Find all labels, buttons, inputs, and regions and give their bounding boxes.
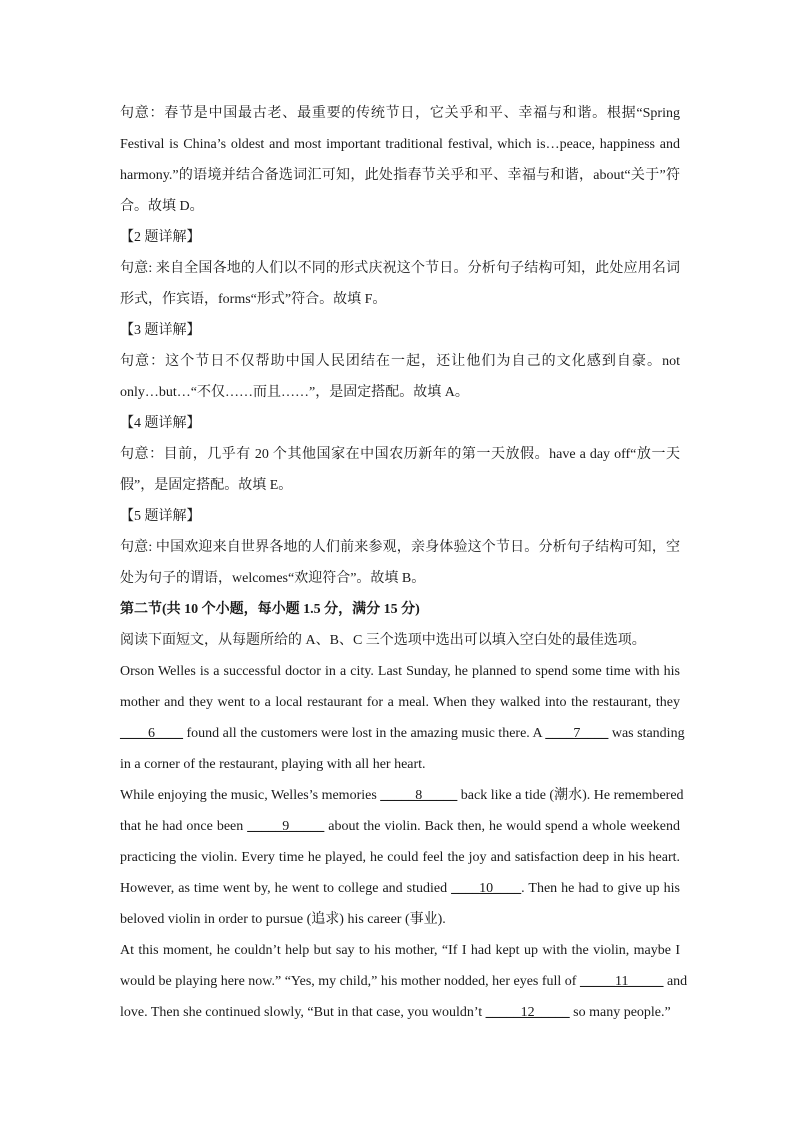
explanation-line: 句意: 中国欢迎来自世界各地的人们前来参观，亲身体验这个节日。分析句子结构可知，空 (120, 540, 680, 555)
passage-text: . Then he had to give up his (521, 881, 680, 896)
passage-text: found all the customers were lost in the amazing music there. A (183, 726, 546, 741)
passage-line (120, 780, 684, 811)
explanation-line: 句意：春节是中国最古老、最重要的传统节日，它关乎和平、幸福与和谐。根据“Spring (120, 106, 680, 121)
passage-text: back like a tide (潮水). He remembered (457, 788, 684, 803)
answer-blank: _____11_____ (579, 974, 664, 989)
passage-text: was standing (608, 726, 685, 741)
answer-blank: _____12_____ (485, 1005, 570, 1020)
passage-text: love. Then she continued slowly, “But in that case, you wouldn’t (120, 1005, 486, 1020)
passage-text: about the violin. Back then, he would spend a whole weekend (324, 819, 680, 834)
explanation-line: harmony.”的语境并结合备选词汇可知，此处指春节关乎和平、幸福与和谐，about“关于”符 (120, 168, 680, 183)
passage-text: and (663, 974, 688, 989)
explanation-line: 【2 题详解】 (120, 230, 201, 245)
explanation-line: 句意：这个节日不仅帮助中国人民团结在一起，还让他们为自己的文化感到自豪。not (120, 354, 680, 369)
explanation-line: only…but…“不仅……而且……”，是固定搭配。故填 A。 (120, 385, 469, 400)
passage-line (120, 966, 688, 997)
passage-text: so many people.” (569, 1005, 671, 1020)
instruction-text: 阅读下面短文，从每题所给的 A、B、C 三个选项中选出可以填入空白处的最佳选项。 (120, 633, 646, 648)
passage-line (120, 842, 680, 873)
explanation-line: Festival is China’s oldest and most important traditional festival, which is…peace, happiness and (120, 137, 680, 152)
passage-text: practicing the violin. Every time he played, he could feel the joy and satisfaction deep in his heart. (120, 850, 680, 865)
answer-blank: ____7____ (545, 726, 609, 741)
explanation-line: 【4 题详解】 (120, 416, 201, 431)
passage-line (120, 904, 680, 935)
explanation-line: 句意：目前，几乎有 20 个其他国家在中国农历新年的第一天放假。have a day off“放一天 (120, 447, 680, 462)
explanation-line: 处为句子的谓语，welcomes“欢迎符合”。故填 B。 (120, 571, 426, 586)
explanation-line: 假”，是固定搭配。故填 E。 (120, 478, 293, 493)
answer-blank: ____6____ (120, 726, 183, 741)
explanation-line: 形式，作宾语，forms“形式”符合。故填 F。 (120, 292, 387, 307)
passage-line (120, 873, 680, 904)
explanation-line: 【5 题详解】 (120, 509, 201, 524)
passage-line (120, 718, 685, 749)
passage-line (120, 749, 680, 780)
passage-line (120, 656, 680, 687)
explanation-line: 【3 题详解】 (120, 323, 201, 338)
reading-passage (120, 656, 688, 1028)
answer-blank: _____9_____ (247, 819, 325, 834)
answer-explanations (120, 98, 680, 594)
section-heading: 第二节(共 10 个小题，每小题 1.5 分，满分 15 分) (120, 602, 420, 617)
explanation-line: 合。故填 D。 (120, 199, 204, 214)
answer-blank: _____8_____ (380, 788, 458, 803)
passage-text: mother and they went to a local restaurant for a meal. When they walked into the restaurant, they (120, 695, 680, 710)
passage-text: in a corner of the restaurant, playing with all her heart. (120, 757, 426, 772)
passage-text: beloved violin in order to pursue (追求) his career (事业). (120, 912, 446, 927)
passage-text: However, as time went by, he went to college and studied (120, 881, 452, 896)
passage-text: that he had once been (120, 819, 248, 834)
passage-text: At this moment, he couldn’t help but say to his mother, “If I had kept up with the violin, maybe I (120, 943, 680, 958)
passage-text: would be playing here now.” “Yes, my child,” his mother nodded, her eyes full of (120, 974, 580, 989)
passage-line (120, 811, 680, 842)
passage-text: Orson Welles is a successful doctor in a city. Last Sunday, he planned to spend some time with his (120, 664, 680, 679)
passage-text: While enjoying the music, Welles’s memories (120, 788, 381, 803)
passage-line (120, 935, 680, 966)
document-page (120, 98, 688, 1028)
passage-line (120, 997, 680, 1028)
passage-line (120, 687, 680, 718)
explanation-line: 句意: 来自全国各地的人们以不同的形式庆祝这个节日。分析句子结构可知，此处应用名词 (120, 261, 680, 276)
answer-blank: ____10____ (451, 881, 522, 896)
